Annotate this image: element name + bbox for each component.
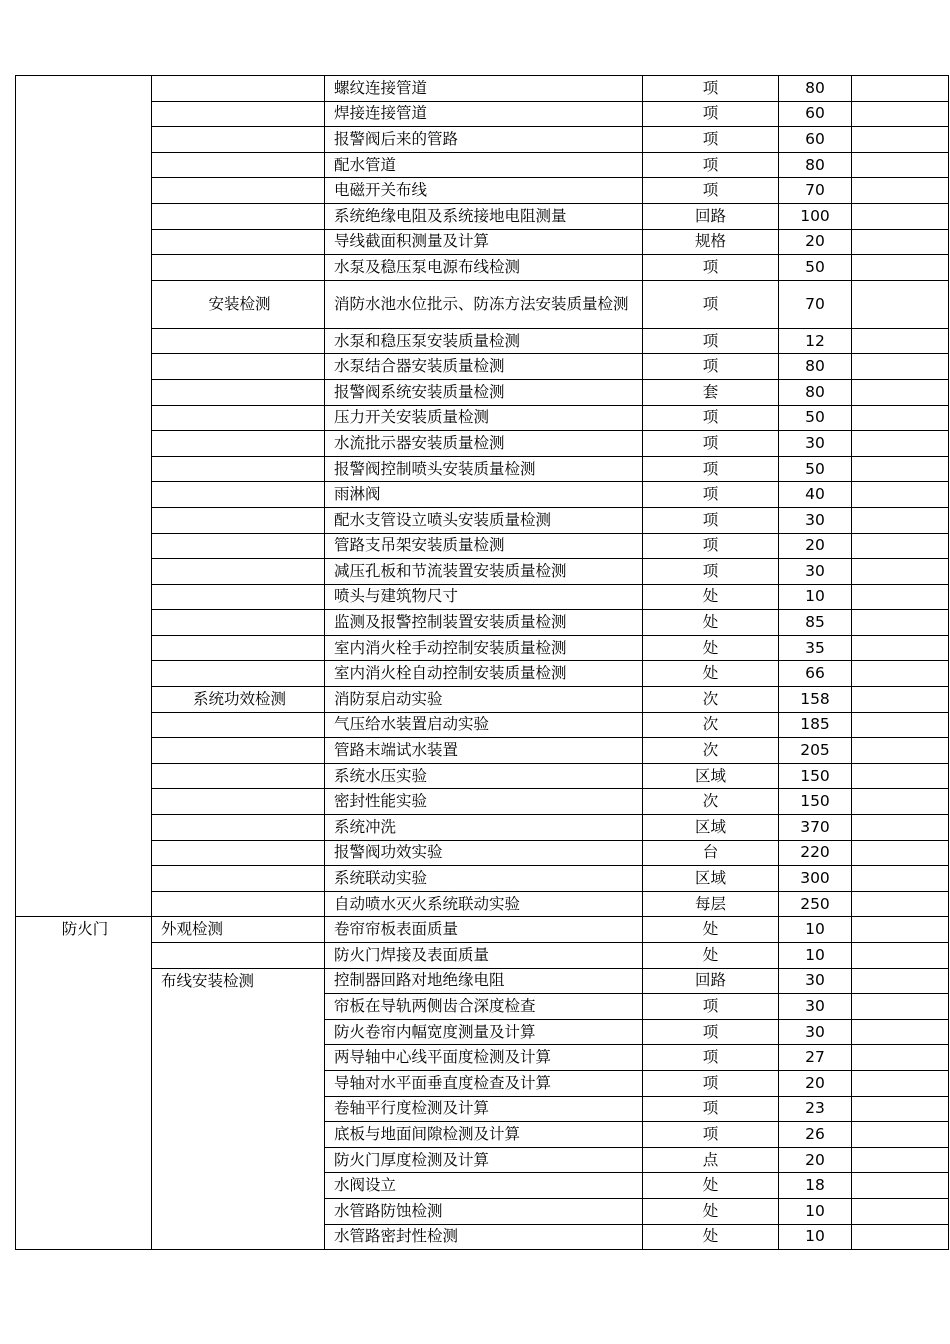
unit-cell: 区域 <box>643 763 779 789</box>
remark-cell <box>852 507 949 533</box>
unit-cell: 处 <box>643 1173 779 1199</box>
table-row <box>16 687 949 713</box>
qty-cell: 50 <box>779 405 852 431</box>
remark-cell <box>852 280 949 328</box>
unit-cell: 项 <box>643 994 779 1020</box>
remark-cell <box>852 635 949 661</box>
item-cell: 消防水池水位批示、防冻方法安装质量检测 <box>325 280 643 328</box>
unit-cell: 项 <box>643 76 779 102</box>
unit-cell: 套 <box>643 379 779 405</box>
table-row <box>16 229 949 255</box>
item-cell: 水管路密封性检测 <box>325 1224 643 1250</box>
qty-cell: 250 <box>779 891 852 917</box>
qty-cell: 80 <box>779 379 852 405</box>
unit-cell: 台 <box>643 840 779 866</box>
qty-cell: 10 <box>779 1198 852 1224</box>
subcategory-cell <box>152 127 325 153</box>
unit-cell: 次 <box>643 738 779 764</box>
table-row <box>16 840 949 866</box>
subcategory-cell <box>152 405 325 431</box>
table-row <box>16 255 949 281</box>
unit-cell: 项 <box>643 559 779 585</box>
qty-cell: 150 <box>779 763 852 789</box>
subcategory-cell <box>152 152 325 178</box>
table-row <box>16 738 949 764</box>
table-row <box>16 559 949 585</box>
unit-cell: 项 <box>643 1019 779 1045</box>
item-cell: 控制器回路对地绝缘电阻 <box>325 968 643 994</box>
subcategory-cell <box>152 866 325 892</box>
table-row <box>16 379 949 405</box>
remark-cell <box>852 815 949 841</box>
unit-cell: 处 <box>643 1224 779 1250</box>
qty-cell: 30 <box>779 1019 852 1045</box>
unit-cell: 项 <box>643 152 779 178</box>
item-cell: 报警阀控制喷头安装质量检测 <box>325 456 643 482</box>
qty-cell: 30 <box>779 431 852 457</box>
unit-cell: 项 <box>643 431 779 457</box>
qty-cell: 12 <box>779 328 852 354</box>
table-row <box>16 610 949 636</box>
subcategory-cell <box>152 943 325 969</box>
subcategory-cell <box>152 178 325 204</box>
remark-cell <box>852 1096 949 1122</box>
item-cell: 气压给水装置启动实验 <box>325 712 643 738</box>
table-row <box>16 456 949 482</box>
unit-cell: 次 <box>643 687 779 713</box>
remark-cell <box>852 1173 949 1199</box>
qty-cell: 20 <box>779 229 852 255</box>
qty-cell: 158 <box>779 687 852 713</box>
item-cell: 水泵及稳压泵电源布线检测 <box>325 255 643 281</box>
unit-cell: 处 <box>643 661 779 687</box>
table-row <box>16 203 949 229</box>
remark-cell <box>852 584 949 610</box>
table-row <box>16 178 949 204</box>
qty-cell: 26 <box>779 1122 852 1148</box>
table-row <box>16 789 949 815</box>
item-cell: 防火门厚度检测及计算 <box>325 1147 643 1173</box>
item-cell: 卷帘帘板表面质量 <box>325 917 643 943</box>
item-cell: 监测及报警控制装置安装质量检测 <box>325 610 643 636</box>
item-cell: 系统绝缘电阻及系统接地电阻测量 <box>325 203 643 229</box>
subcategory-cell <box>152 101 325 127</box>
item-cell: 系统联动实验 <box>325 866 643 892</box>
qty-cell: 20 <box>779 1147 852 1173</box>
qty-cell: 60 <box>779 101 852 127</box>
unit-cell: 项 <box>643 405 779 431</box>
qty-cell: 18 <box>779 1173 852 1199</box>
unit-cell: 项 <box>643 101 779 127</box>
subcategory-cell <box>152 610 325 636</box>
subcategory-cell <box>152 559 325 585</box>
subcategory-cell <box>152 891 325 917</box>
item-cell: 防火门焊接及表面质量 <box>325 943 643 969</box>
item-cell: 压力开关安装质量检测 <box>325 405 643 431</box>
remark-cell <box>852 1147 949 1173</box>
remark-cell <box>852 968 949 994</box>
remark-cell <box>852 1224 949 1250</box>
table-row <box>16 507 949 533</box>
subcategory-cell <box>152 229 325 255</box>
item-cell: 帘板在导轨两侧齿合深度检查 <box>325 994 643 1020</box>
remark-cell <box>852 152 949 178</box>
qty-cell: 23 <box>779 1096 852 1122</box>
unit-cell: 项 <box>643 280 779 328</box>
table-row <box>16 405 949 431</box>
item-cell: 卷轴平行度检测及计算 <box>325 1096 643 1122</box>
unit-cell: 项 <box>643 1070 779 1096</box>
item-cell: 水管路防蚀检测 <box>325 1198 643 1224</box>
remark-cell <box>852 559 949 585</box>
qty-cell: 100 <box>779 203 852 229</box>
remark-cell <box>852 1122 949 1148</box>
unit-cell: 处 <box>643 917 779 943</box>
subcategory-cell <box>152 379 325 405</box>
subcategory-cell <box>152 533 325 559</box>
item-cell: 喷头与建筑物尺寸 <box>325 584 643 610</box>
remark-cell <box>852 610 949 636</box>
subcategory-cell <box>152 456 325 482</box>
table-row <box>16 280 949 328</box>
table-row <box>16 661 949 687</box>
group-label-system-function-check: 系统功效检测 <box>152 687 325 713</box>
unit-cell: 项 <box>643 1045 779 1071</box>
item-cell: 水泵结合器安装质量检测 <box>325 354 643 380</box>
table-row <box>16 712 949 738</box>
category-cell-sprinkler <box>16 76 152 917</box>
remark-cell <box>852 76 949 102</box>
item-cell: 系统水压实验 <box>325 763 643 789</box>
item-cell: 导轴对水平面垂直度检查及计算 <box>325 1070 643 1096</box>
unit-cell: 规格 <box>643 229 779 255</box>
item-cell: 管路支吊架安装质量检测 <box>325 533 643 559</box>
unit-cell: 回路 <box>643 968 779 994</box>
remark-cell <box>852 255 949 281</box>
unit-cell: 项 <box>643 328 779 354</box>
table-row <box>16 943 949 969</box>
group-label-appearance-check: 外观检测 <box>152 917 325 943</box>
item-cell: 导线截面积测量及计算 <box>325 229 643 255</box>
unit-cell: 项 <box>643 507 779 533</box>
subcategory-cell <box>152 507 325 533</box>
item-cell: 报警阀功效实验 <box>325 840 643 866</box>
item-cell: 底板与地面间隙检测及计算 <box>325 1122 643 1148</box>
remark-cell <box>852 789 949 815</box>
qty-cell: 10 <box>779 943 852 969</box>
item-cell: 水流批示器安装质量检测 <box>325 431 643 457</box>
item-cell: 管路末端试水装置 <box>325 738 643 764</box>
unit-cell: 点 <box>643 1147 779 1173</box>
item-cell: 螺纹连接管道 <box>325 76 643 102</box>
remark-cell <box>852 687 949 713</box>
unit-cell: 项 <box>643 354 779 380</box>
group-label-wiring-install-check: 布线安装检测 <box>152 968 325 1250</box>
qty-cell: 70 <box>779 178 852 204</box>
unit-cell: 次 <box>643 712 779 738</box>
qty-cell: 205 <box>779 738 852 764</box>
unit-cell: 区域 <box>643 815 779 841</box>
subcategory-cell <box>152 635 325 661</box>
remark-cell <box>852 328 949 354</box>
qty-cell: 80 <box>779 76 852 102</box>
item-cell: 防火卷帘内幅宽度测量及计算 <box>325 1019 643 1045</box>
qty-cell: 30 <box>779 968 852 994</box>
table-row <box>16 328 949 354</box>
subcategory-cell <box>152 815 325 841</box>
qty-cell: 370 <box>779 815 852 841</box>
remark-cell <box>852 456 949 482</box>
table-row <box>16 584 949 610</box>
table-row <box>16 152 949 178</box>
table-row <box>16 482 949 508</box>
table-row <box>16 354 949 380</box>
item-cell: 配水支管设立喷头安装质量检测 <box>325 507 643 533</box>
subcategory-cell <box>152 203 325 229</box>
qty-cell: 30 <box>779 559 852 585</box>
item-cell: 报警阀系统安装质量检测 <box>325 379 643 405</box>
remark-cell <box>852 1045 949 1071</box>
qty-cell: 27 <box>779 1045 852 1071</box>
subcategory-cell <box>152 354 325 380</box>
remark-cell <box>852 178 949 204</box>
table-row <box>16 917 949 943</box>
subcategory-cell <box>152 712 325 738</box>
unit-cell: 项 <box>643 533 779 559</box>
unit-cell: 处 <box>643 610 779 636</box>
remark-cell <box>852 127 949 153</box>
remark-cell <box>852 379 949 405</box>
subcategory-cell <box>152 840 325 866</box>
qty-cell: 300 <box>779 866 852 892</box>
table-row <box>16 127 949 153</box>
unit-cell: 项 <box>643 255 779 281</box>
inspection-table <box>15 75 949 1250</box>
table-row <box>16 891 949 917</box>
item-cell: 减压孔板和节流装置安装质量检测 <box>325 559 643 585</box>
subcategory-cell <box>152 584 325 610</box>
unit-cell: 每层 <box>643 891 779 917</box>
category-cell-fire-door: 防火门 <box>16 917 152 1250</box>
qty-cell: 85 <box>779 610 852 636</box>
qty-cell: 50 <box>779 255 852 281</box>
unit-cell: 处 <box>643 635 779 661</box>
subcategory-cell <box>152 661 325 687</box>
remark-cell <box>852 431 949 457</box>
unit-cell: 项 <box>643 127 779 153</box>
subcategory-cell <box>152 76 325 102</box>
unit-cell: 项 <box>643 178 779 204</box>
qty-cell: 60 <box>779 127 852 153</box>
qty-cell: 150 <box>779 789 852 815</box>
unit-cell: 区域 <box>643 866 779 892</box>
qty-cell: 10 <box>779 917 852 943</box>
remark-cell <box>852 229 949 255</box>
table-row <box>16 968 949 994</box>
item-cell: 系统冲洗 <box>325 815 643 841</box>
unit-cell: 次 <box>643 789 779 815</box>
remark-cell <box>852 891 949 917</box>
unit-cell: 项 <box>643 1096 779 1122</box>
unit-cell: 处 <box>643 584 779 610</box>
table-row <box>16 431 949 457</box>
remark-cell <box>852 405 949 431</box>
table-row <box>16 866 949 892</box>
qty-cell: 185 <box>779 712 852 738</box>
item-cell: 消防泵启动实验 <box>325 687 643 713</box>
remark-cell <box>852 1019 949 1045</box>
qty-cell: 80 <box>779 152 852 178</box>
subcategory-cell <box>152 255 325 281</box>
subcategory-cell <box>152 482 325 508</box>
remark-cell <box>852 1198 949 1224</box>
item-cell: 电磁开关布线 <box>325 178 643 204</box>
remark-cell <box>852 101 949 127</box>
remark-cell <box>852 712 949 738</box>
item-cell: 两导轴中心线平面度检测及计算 <box>325 1045 643 1071</box>
item-cell: 室内消火栓自动控制安装质量检测 <box>325 661 643 687</box>
group-label-install-check: 安装检测 <box>152 280 325 328</box>
remark-cell <box>852 354 949 380</box>
remark-cell <box>852 840 949 866</box>
qty-cell: 10 <box>779 584 852 610</box>
remark-cell <box>852 1070 949 1096</box>
unit-cell: 回路 <box>643 203 779 229</box>
unit-cell: 项 <box>643 456 779 482</box>
remark-cell <box>852 763 949 789</box>
qty-cell: 10 <box>779 1224 852 1250</box>
subcategory-cell <box>152 738 325 764</box>
table-row <box>16 76 949 102</box>
qty-cell: 40 <box>779 482 852 508</box>
item-cell: 配水管道 <box>325 152 643 178</box>
table-row <box>16 635 949 661</box>
qty-cell: 50 <box>779 456 852 482</box>
item-cell: 自动喷水灭火系统联动实验 <box>325 891 643 917</box>
item-cell: 焊接连接管道 <box>325 101 643 127</box>
unit-cell: 项 <box>643 482 779 508</box>
qty-cell: 80 <box>779 354 852 380</box>
subcategory-cell <box>152 328 325 354</box>
table-row <box>16 815 949 841</box>
subcategory-cell <box>152 763 325 789</box>
qty-cell: 20 <box>779 533 852 559</box>
remark-cell <box>852 738 949 764</box>
item-cell: 报警阀后来的管路 <box>325 127 643 153</box>
remark-cell <box>852 482 949 508</box>
qty-cell: 30 <box>779 994 852 1020</box>
subcategory-cell <box>152 789 325 815</box>
remark-cell <box>852 866 949 892</box>
qty-cell: 70 <box>779 280 852 328</box>
remark-cell <box>852 994 949 1020</box>
item-cell: 密封性能实验 <box>325 789 643 815</box>
item-cell: 水泵和稳压泵安装质量检测 <box>325 328 643 354</box>
remark-cell <box>852 203 949 229</box>
qty-cell: 66 <box>779 661 852 687</box>
unit-cell: 处 <box>643 943 779 969</box>
remark-cell <box>852 917 949 943</box>
remark-cell <box>852 661 949 687</box>
unit-cell: 处 <box>643 1198 779 1224</box>
item-cell: 雨淋阀 <box>325 482 643 508</box>
remark-cell <box>852 533 949 559</box>
table-row <box>16 101 949 127</box>
item-cell: 室内消火栓手动控制安装质量检测 <box>325 635 643 661</box>
qty-cell: 20 <box>779 1070 852 1096</box>
qty-cell: 220 <box>779 840 852 866</box>
item-cell: 水阀设立 <box>325 1173 643 1199</box>
subcategory-cell <box>152 431 325 457</box>
table-row <box>16 533 949 559</box>
unit-cell: 项 <box>643 1122 779 1148</box>
table-row <box>16 763 949 789</box>
qty-cell: 35 <box>779 635 852 661</box>
remark-cell <box>852 943 949 969</box>
qty-cell: 30 <box>779 507 852 533</box>
